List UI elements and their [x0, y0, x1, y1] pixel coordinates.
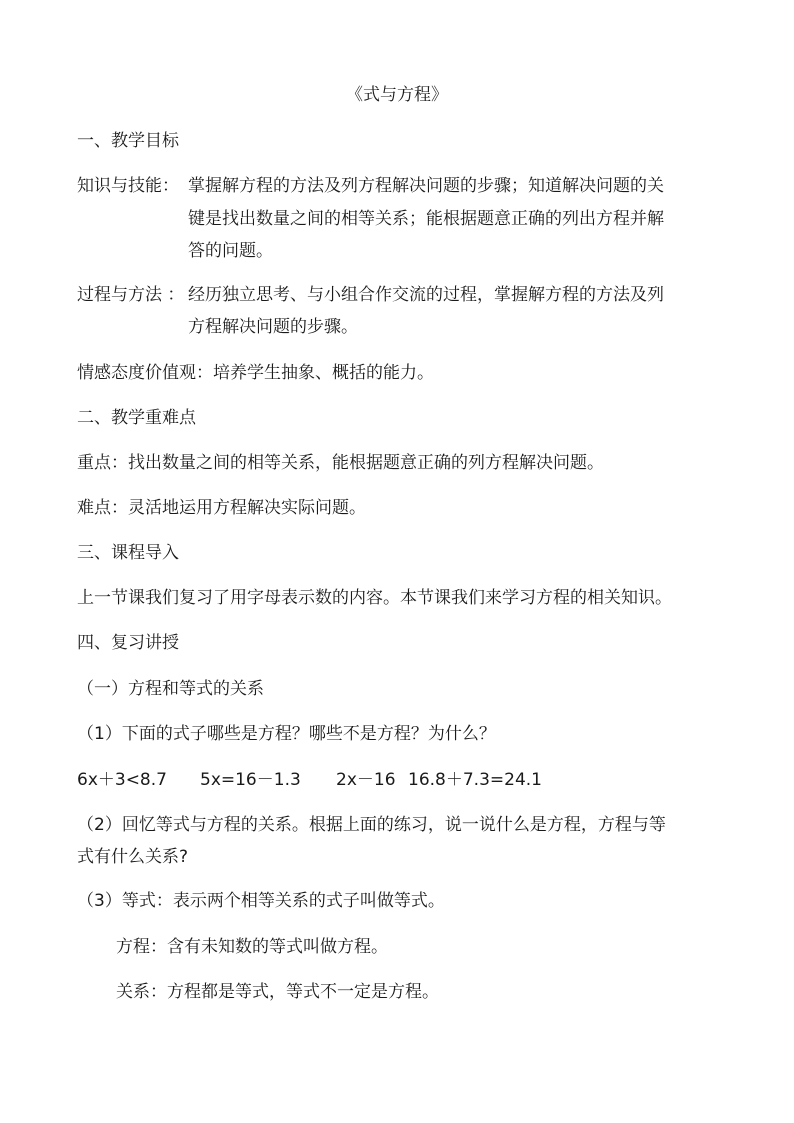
- heading-course-intro: 三、课程导入: [77, 543, 179, 563]
- emotion-attitude-line: 情感态度价值观：培养学生抽象、概括的能力。: [77, 363, 434, 383]
- heading-key-difficult-points: 二、教学重难点: [77, 408, 196, 428]
- expression-4: 16.8＋7.3=24.1: [408, 770, 542, 790]
- subheading-equation-relation: （一）方程和等式的关系: [77, 679, 264, 699]
- difficult-point-line: 难点：灵活地运用方程解决实际问题。: [77, 498, 366, 518]
- knowledge-skills-text-1: 掌握解方程的方法及列方程解决问题的步骤；知道解决问题的关: [188, 176, 664, 196]
- process-method-label: 过程与方法 ：: [77, 285, 185, 305]
- knowledge-skills-line-3: 答的问题。: [188, 241, 273, 261]
- document-title: 《式与方程》: [346, 85, 448, 105]
- heading-review-lecture: 四、复习讲授: [77, 633, 179, 653]
- knowledge-skills-line-1: [77, 178, 664, 195]
- expression-1: 6x＋3<8.7: [77, 770, 167, 790]
- equation-definition-line: 方程：含有未知数的等式叫做方程。: [116, 937, 388, 957]
- expressions-row: [77, 772, 542, 789]
- key-point-line: 重点：找出数量之间的相等关系，能根据题意正确的列方程解决问题。: [77, 453, 604, 473]
- intro-text-line: 上一节课我们复习了用字母表示数的内容。本节课我们来学习方程的相关知识。: [77, 588, 672, 608]
- question-3-line: （3）等式：表示两个相等关系的式子叫做等式。: [77, 891, 445, 911]
- process-method-line-2: 方程解决问题的步骤。: [188, 317, 358, 337]
- question-1-line: （1）下面的式子哪些是方程？哪些不是方程？为什么？: [77, 724, 496, 744]
- heading-teaching-goals: 一、教学目标: [77, 131, 179, 151]
- process-method-text-1: 经历独立思考、与小组合作交流的过程，掌握解方程的方法及列: [188, 285, 664, 305]
- knowledge-skills-label: 知识与技能：: [77, 176, 179, 196]
- knowledge-skills-line-2: 键是找出数量之间的相等关系；能根据题意正确的列出方程并解: [188, 209, 664, 229]
- question-2-line-2: 式有什么关系?: [77, 847, 189, 867]
- relation-line: 关系：方程都是等式，等式不一定是方程。: [116, 982, 439, 1002]
- expression-3: 2x－16: [336, 770, 396, 790]
- expression-2: 5x=16－1.3: [200, 770, 301, 790]
- question-2-line-1: （2）回忆等式与方程的关系。根据上面的练习，说一说什么是方程，方程与等: [77, 815, 666, 835]
- process-method-line-1: [77, 287, 664, 304]
